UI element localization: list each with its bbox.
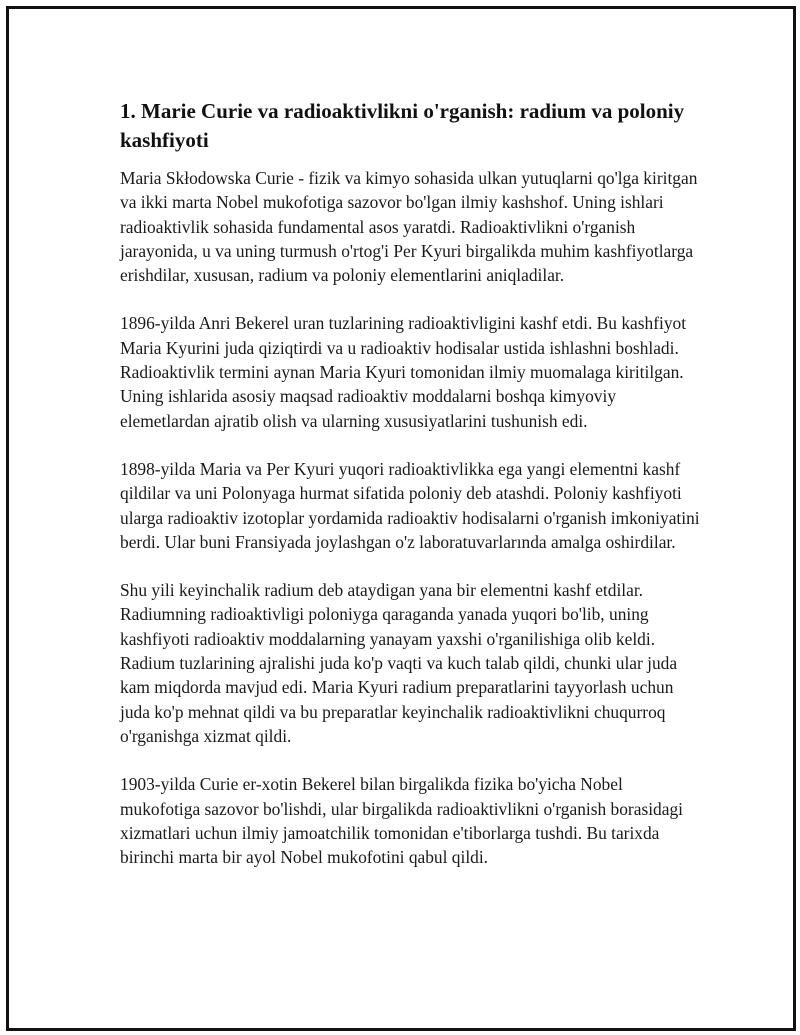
page-frame [6,6,796,1031]
section-heading: 1. Marie Curie va radioaktivlikni o'rganish: radium va poloniy kashfiyoti [120,99,685,152]
document-body [120,97,700,893]
paragraph-radium: Shu yili keyinchalik radium deb ataydigan yana bir elementni kashf etdilar. Radiumning radioaktivligi poloniyga qaraganda yanada yuqori bo'lib, uning kashfiyoti radioaktiv moddalarning yanayam yaxshi o'rganilishiga olib keldi. Radium tuzlarining ajralishi juda ko'p vaqti va kuch talab qildi, chunki ular juda kam miqdorda mavjud edi. Maria Kyuri radium preparatlarini tayyorlash uchun juda ko'p mehnat qildi va bu preparatlar keyinchalik radioaktivlikni chuqurroq o'rganishga xizmat qildi. [120,580,678,746]
paragraph-1898: 1898-yilda Maria va Per Kyuri yuqori radioaktivlikka ega yangi elementni kashf qildilar va uni Polonyaga hurmat sifatida poloniy deb atashdi. Poloniy kashfiyoti ularga radioaktiv izotoplar yordamida radioaktiv hodisalarni o'rganish imkoniyatini berdi. Ular buni Fransiyada joylashgan o'z laboratuvarlarında amalga oshirdilar. [120,458,700,552]
paragraph-intro: Maria Skłodowska Curie - fizik va kimyo sohasida ulkan yutuqlarni qo'lga kiritgan va ikki marta Nobel mukofotiga sazovor bo'lgan ilmiy kashshof. Uning ishlari radioaktivlik sohasida fundamental asos yaratdi. Radioaktivlikni o'rganish jarayonida, u va uning turmush o'rtog'i Per Kyuri birgalikda muhim kashfiyotlarga erishdilar, xususan, radium va poloniy elementlarini aniqladilar. [120,168,698,286]
paragraph-1903: 1903-yilda Curie er-xotin Bekerel bilan birgalikda fizika bo'yicha Nobel mukofotiga sazovor bo'lishdi, ular birgalikda radioaktivlikni o'rganish borasidagi xizmatlari uchun ilmiy jamoatchilik tomonidan e'tiborlarga tushdi. Bu tarixda birinchi marta bir ayol Nobel mukofotini qabul qildi. [120,774,683,868]
paragraph-1896: 1896-yilda Anri Bekerel uran tuzlarining radioaktivligini kashf etdi. Bu kashfiyot Maria Kyurini juda qiziqtirdi va u radioaktiv hodisalar ustida ishlashni boshladi. Radioaktivlik termini aynan Maria Kyuri tomonidan ilmiy muomalaga kiritilgan. Uning ishlarida asosiy maqsad radioaktiv moddalarni boshqa kimyoviy elemetlardan ajratib olish va ularning xususiyatlarini tushunish edi. [120,313,687,431]
